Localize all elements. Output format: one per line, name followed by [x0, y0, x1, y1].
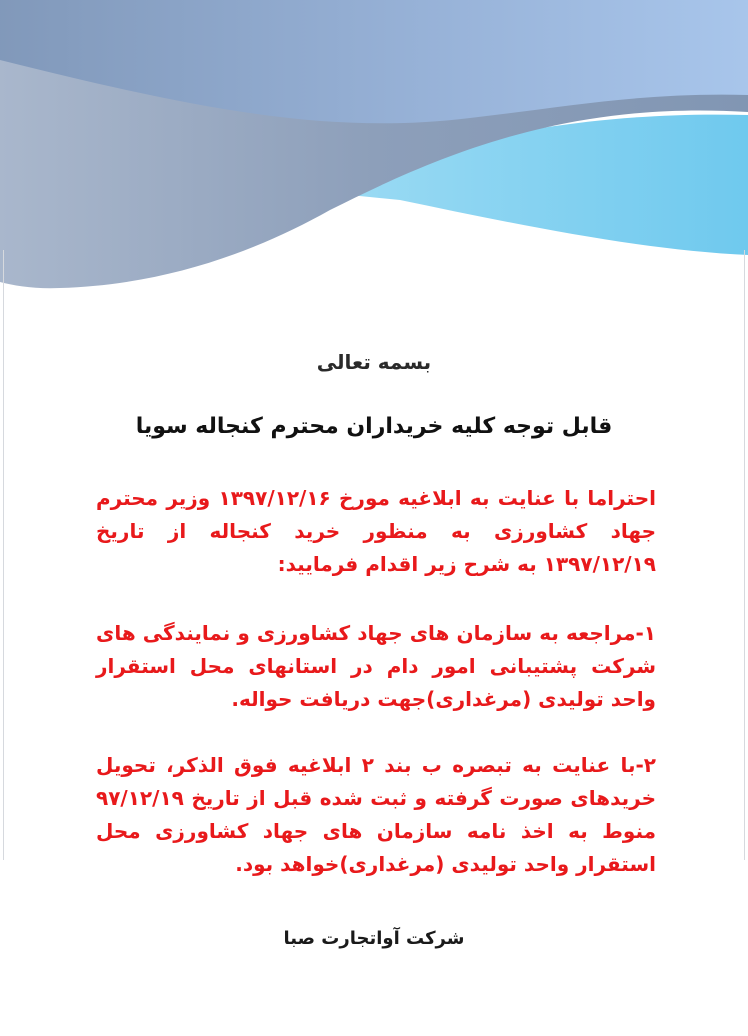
company-signature: شرکت آواتجارت صبا — [283, 928, 465, 949]
letter-heading: قابل توجه کلیه خریداران محترم کنجاله سویا — [135, 414, 613, 439]
header-wave-graphic — [0, 0, 748, 300]
bismillah-text: بسمه تعالی — [316, 350, 432, 374]
intro-paragraph: احتراما با عنایت به ابلاغیه مورخ ۱۳۹۷/۱۲/۱۶ وزیر محترم جهاد کشاورزی به منظور خرید کنجاله از تاریخ ۱۳۹۷/۱۲/۱۹ به شرح زیر اقدام فرمایید: — [96, 486, 656, 576]
left-border-line — [3, 250, 4, 860]
item-2-paragraph: ۲-با عنایت به تبصره ب بند ۲ ابلاغیه فوق الذکر، تحویل خریدهای صورت گرفته و ثبت شده قبل از تاریخ ۹۷/۱۲/۱۹ منوط به اخذ نامه سازمان های جهاد کشاورزی محل استقرار واحد تولیدی (مرغداری)خواهد بود. — [96, 753, 656, 876]
item-1-paragraph: ۱-مراجعه به سازمان های جهاد کشاورزی و نمایندگی های شرکت پشتیبانی امور دام در استانهای محل استقرار واحد تولیدی (مرغداری)جهت دریافت حواله. — [96, 621, 656, 711]
right-border-line — [744, 250, 745, 860]
